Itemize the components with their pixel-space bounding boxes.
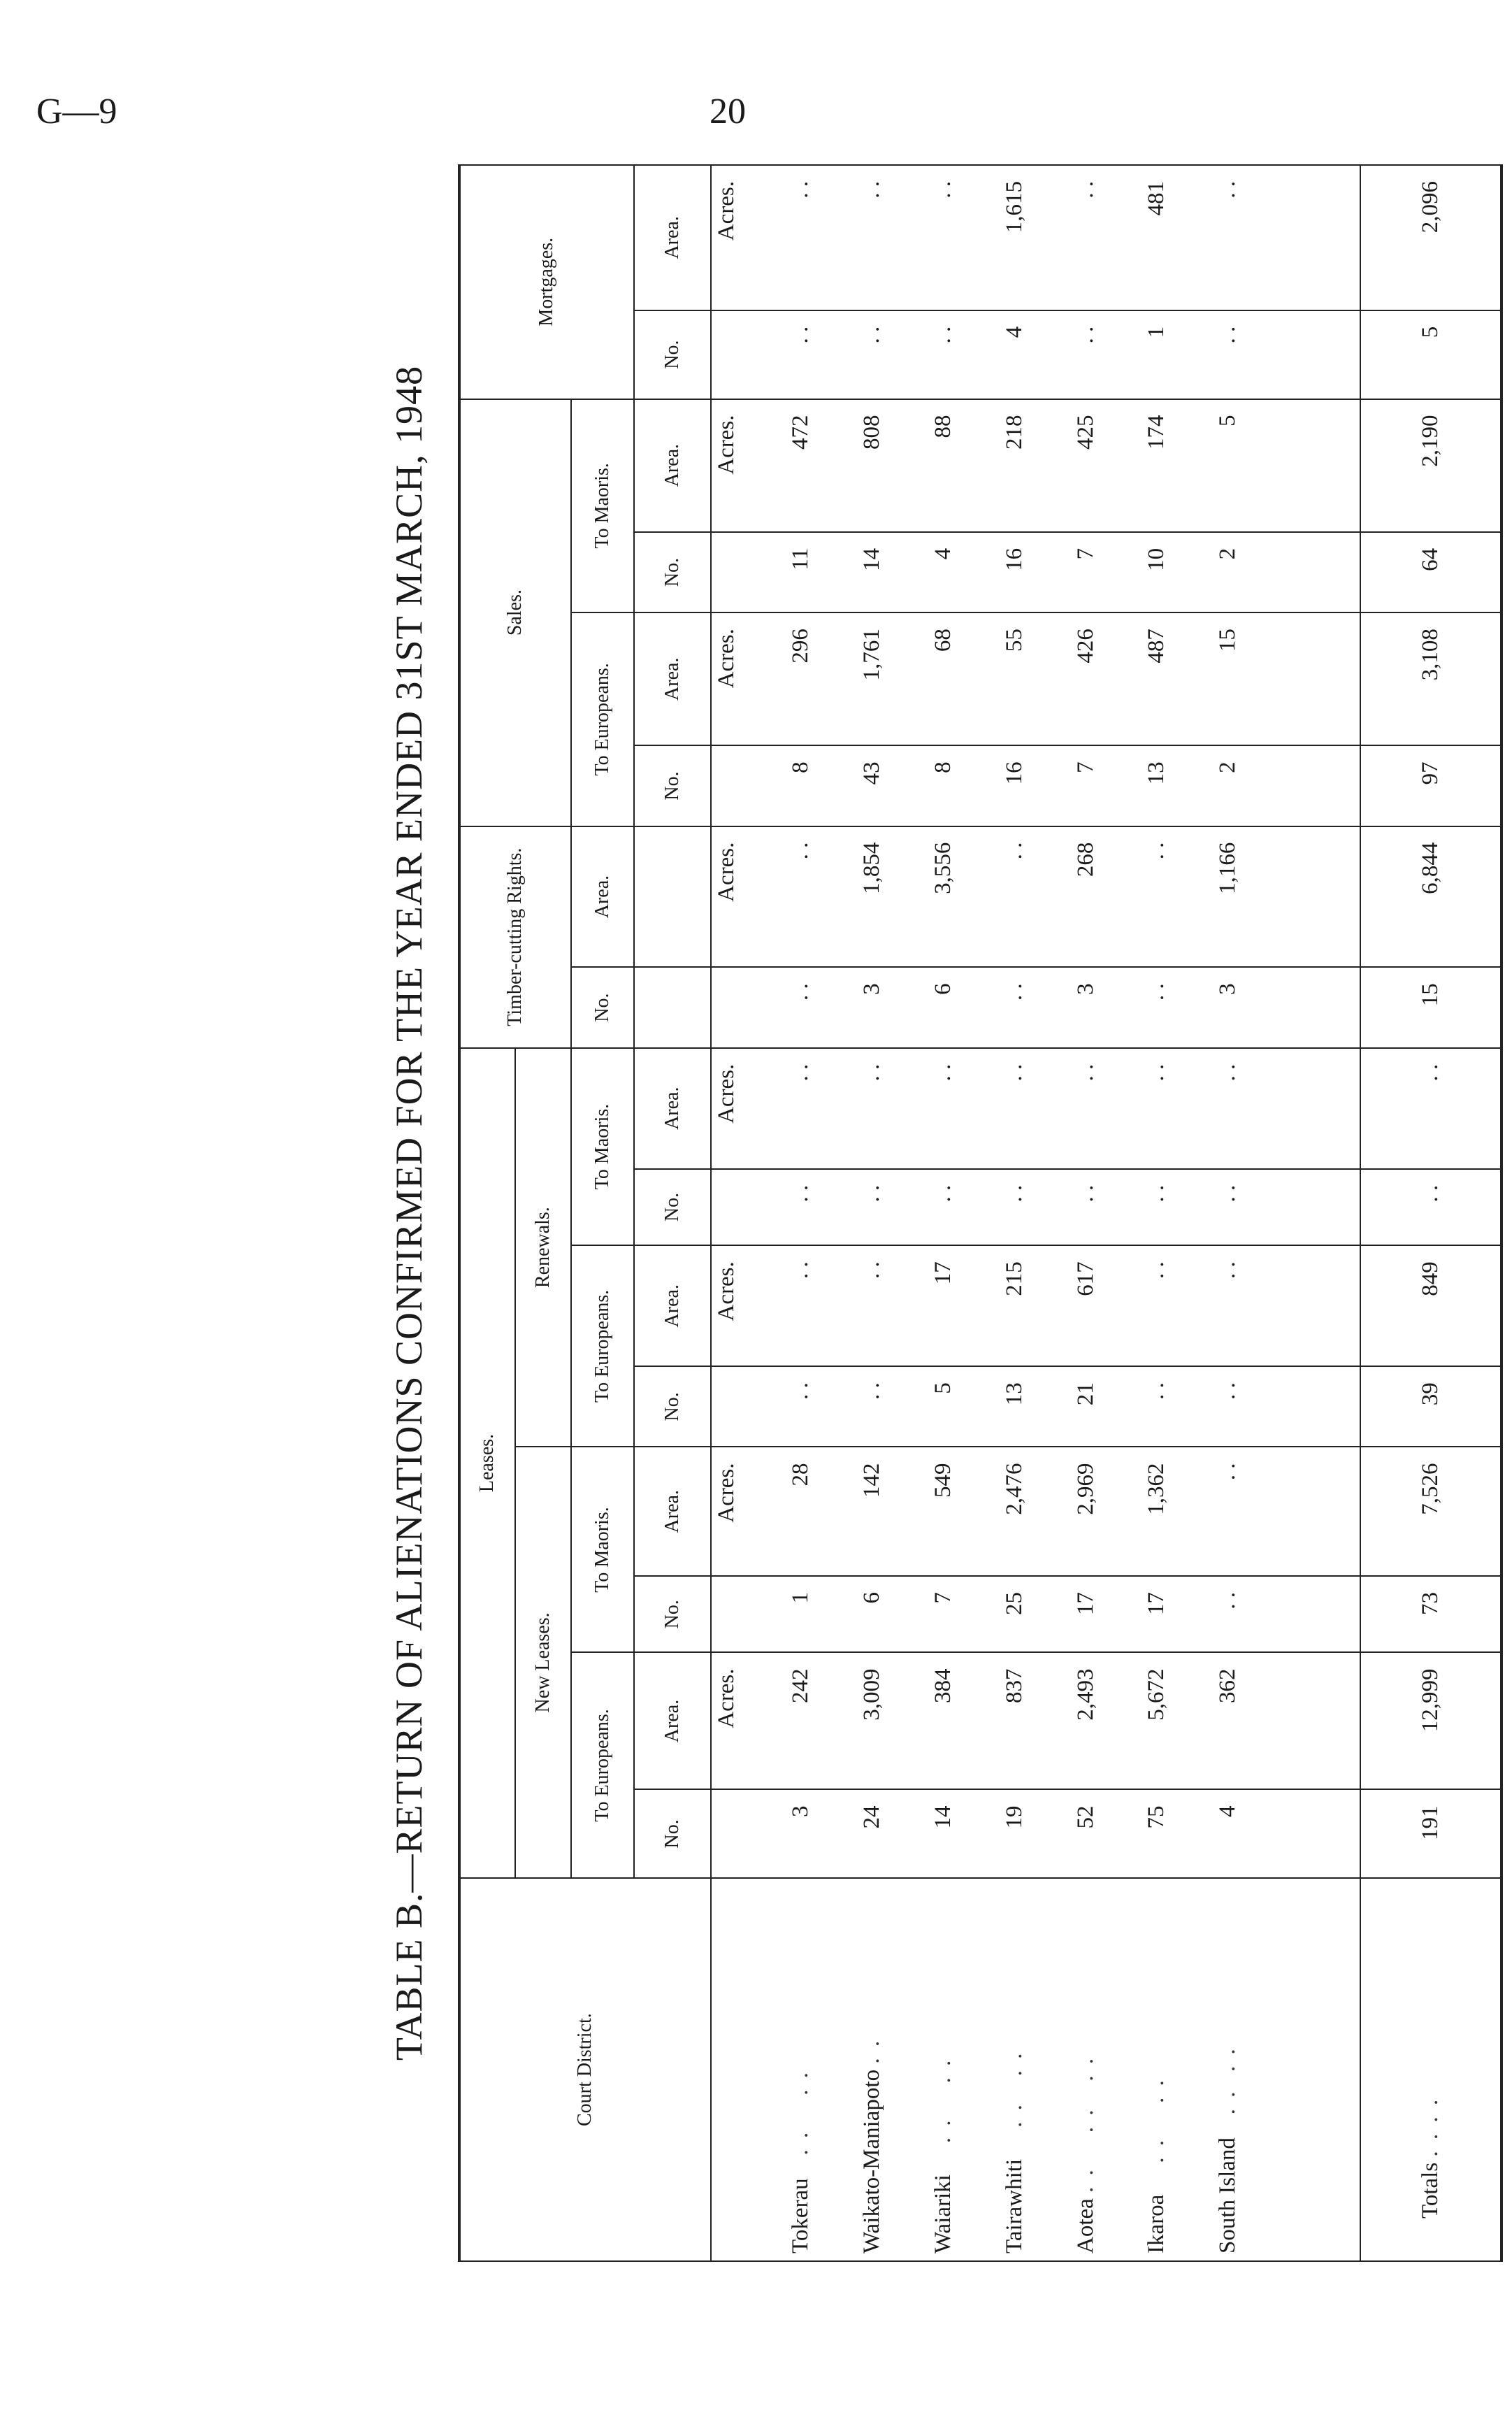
- district-name: Tokerau: [787, 2178, 813, 2253]
- district-name: Waiariki: [930, 2174, 956, 2253]
- header-renewals: Renewals.: [515, 1048, 571, 1447]
- table-cell: . .: [1142, 1169, 1213, 1246]
- table-cell: 3,009: [857, 1653, 928, 1790]
- leader-dots: . . . .: [930, 2057, 956, 2169]
- table-cell: 24: [857, 1790, 928, 1879]
- table-cell: 2,476: [1000, 1447, 1071, 1576]
- district-name: Waikato-Maniapoto: [858, 2069, 884, 2253]
- district-cell: [1000, 1878, 1071, 2261]
- rotated-table-page: [388, 164, 1512, 2262]
- total-cell: 7,526: [1360, 1447, 1502, 1576]
- table-cell: 14: [857, 532, 928, 612]
- table-cell: . .: [857, 1169, 928, 1246]
- header-se-to-europeans: To Europeans.: [571, 612, 634, 826]
- table-cell: . .: [786, 967, 857, 1047]
- table-cell: 3: [1071, 967, 1142, 1047]
- header-area: Area.: [634, 399, 711, 532]
- table-cell: 2: [1213, 532, 1284, 612]
- header-no: No.: [634, 745, 711, 826]
- header-tc-blank: [634, 967, 711, 1047]
- header-sm-to-maoris: To Maoris.: [571, 399, 634, 613]
- series-code: G—9: [36, 92, 117, 131]
- table-cell: . .: [928, 310, 1000, 399]
- table-cell: 1: [786, 1576, 857, 1653]
- total-cell: 39: [1360, 1366, 1502, 1447]
- alienations-table: [458, 164, 1503, 2262]
- table-row: [857, 165, 928, 2261]
- table-row: [786, 165, 857, 2261]
- total-cell: . .: [1360, 1048, 1502, 1169]
- table-cell: 384: [928, 1653, 1000, 1790]
- table-cell: . .: [1000, 826, 1071, 968]
- table-cell: . .: [1071, 165, 1142, 310]
- table-cell: 68: [928, 612, 1000, 745]
- table-cell: 52: [1071, 1790, 1142, 1879]
- header-mortgages: Mortgages.: [459, 165, 634, 399]
- table-row: [1142, 165, 1213, 2261]
- table-cell: 487: [1142, 612, 1213, 745]
- table-cell: 1: [1142, 310, 1213, 399]
- table-cell: 17: [1071, 1576, 1142, 1653]
- table-cell: . .: [1142, 1245, 1213, 1366]
- table-cell: 25: [1000, 1576, 1071, 1653]
- leader-dots: . . . .: [1215, 2046, 1241, 2132]
- table-cell: 3: [857, 967, 928, 1047]
- unit-acres: Acres.: [711, 165, 786, 310]
- total-cell: 97: [1360, 745, 1502, 826]
- total-cell: 6,844: [1360, 826, 1502, 968]
- unit-acres: Acres.: [711, 1048, 786, 1169]
- table-cell: 17: [1142, 1576, 1213, 1653]
- district-cell: [857, 1878, 928, 2261]
- header-no: No.: [634, 310, 711, 399]
- table-cell: 1,615: [1000, 165, 1071, 310]
- table-cell: . .: [1142, 826, 1213, 968]
- district-name: Aotea: [1072, 2198, 1098, 2253]
- table-cell: 13: [1142, 745, 1213, 826]
- table-cell: . .: [786, 310, 857, 399]
- district-cell: [786, 1878, 857, 2261]
- table-cell: 8: [928, 745, 1000, 826]
- unit-acres: Acres.: [711, 612, 786, 745]
- table-cell: . .: [786, 1245, 857, 1366]
- unit-acres: Acres.: [711, 826, 786, 968]
- header-sales: Sales.: [459, 399, 571, 826]
- table-cell: 17: [928, 1245, 1000, 1366]
- total-cell: 73: [1360, 1576, 1502, 1653]
- table-cell: . .: [786, 1048, 857, 1169]
- table-cell: 3: [1213, 967, 1284, 1047]
- table-cell: 21: [1071, 1366, 1142, 1447]
- table-cell: . .: [1000, 967, 1071, 1047]
- table-cell: 362: [1213, 1653, 1284, 1790]
- table-cell: 296: [786, 612, 857, 745]
- total-cell: 3,108: [1360, 612, 1502, 745]
- header-new-leases: New Leases.: [515, 1447, 571, 1879]
- unit-acres: Acres.: [711, 1447, 786, 1576]
- table-cell: . .: [857, 1245, 928, 1366]
- header-tc-blank: [634, 826, 711, 968]
- table-cell: . .: [1000, 1169, 1071, 1246]
- table-cell: 142: [857, 1447, 928, 1576]
- table-cell: 472: [786, 399, 857, 532]
- district-cell: [1213, 1878, 1284, 2261]
- table-cell: . .: [786, 165, 857, 310]
- header-tc-area: Area.: [571, 826, 634, 968]
- total-cell: 64: [1360, 532, 1502, 612]
- header-court-district: Court District.: [459, 1878, 711, 2261]
- totals-section: [1360, 165, 1502, 2261]
- table-cell: 1,362: [1142, 1447, 1213, 1576]
- table-cell: . .: [928, 1169, 1000, 1246]
- header-area: Area.: [634, 612, 711, 745]
- header-no: No.: [634, 1790, 711, 1879]
- header-tc-no: No.: [571, 967, 634, 1047]
- table-cell: 5: [928, 1366, 1000, 1447]
- table-cell: . .: [1213, 1048, 1284, 1169]
- table-cell: . .: [1213, 1169, 1284, 1246]
- header-leases: Leases.: [459, 1048, 515, 1879]
- table-cell: 617: [1071, 1245, 1142, 1366]
- table-cell: 481: [1142, 165, 1213, 310]
- leader-dots: . . . .: [1144, 2077, 1169, 2189]
- table-cell: 5,672: [1142, 1653, 1213, 1790]
- table-cell: . .: [857, 1048, 928, 1169]
- table-cell: . .: [1071, 1048, 1142, 1169]
- table-cell: 1,166: [1213, 826, 1284, 968]
- unit-acres: Acres.: [711, 1245, 786, 1366]
- table-cell: 75: [1142, 1790, 1213, 1879]
- table-cell: 16: [1000, 745, 1071, 826]
- header-no: No.: [634, 1576, 711, 1653]
- table-cell: 218: [1000, 399, 1071, 532]
- table-cell: 88: [928, 399, 1000, 532]
- header-rn-to-europeans: To Europeans.: [571, 1245, 634, 1447]
- table-row: [928, 165, 1000, 2261]
- leader-dots: . . . .: [1418, 2096, 1443, 2157]
- table-cell: 808: [857, 399, 928, 532]
- table-cell: 4: [1000, 310, 1071, 399]
- table-cell: 242: [786, 1653, 857, 1790]
- table-cell: 4: [1213, 1790, 1284, 1879]
- table-cell: . .: [1213, 1366, 1284, 1447]
- table-cell: 2,493: [1071, 1653, 1142, 1790]
- table-cell: 7: [1071, 745, 1142, 826]
- district-name: South Island: [1215, 2137, 1241, 2253]
- table-cell: . .: [1213, 165, 1284, 310]
- leader-dots: . . . .: [1001, 2050, 1027, 2154]
- table-cell: 549: [928, 1447, 1000, 1576]
- table-cell: 7: [1071, 532, 1142, 612]
- total-cell: 5: [1360, 310, 1502, 399]
- table-cell: . .: [786, 1169, 857, 1246]
- total-cell: 12,999: [1360, 1653, 1502, 1790]
- totals-label: Totals: [1418, 2162, 1443, 2219]
- totals-row: [1360, 165, 1502, 2261]
- table-row: [1071, 165, 1142, 2261]
- table-cell: 837: [1000, 1653, 1071, 1790]
- total-cell: 15: [1360, 967, 1502, 1047]
- district-cell: [1142, 1878, 1213, 2261]
- table-cell: . .: [1071, 1169, 1142, 1246]
- header-area: Area.: [634, 1653, 711, 1790]
- total-cell: 2,096: [1360, 165, 1502, 310]
- table-cell: 15: [1213, 612, 1284, 745]
- table-cell: . .: [1142, 1048, 1213, 1169]
- table-cell: 426: [1071, 612, 1142, 745]
- header-no: No.: [634, 532, 711, 612]
- header-timber-cutting: Timber-cutting Rights.: [459, 826, 571, 1048]
- table-cell: . .: [857, 310, 928, 399]
- leader-dots: . . . . . .: [1072, 2055, 1098, 2193]
- table-row: [1213, 165, 1284, 2261]
- table-cell: . .: [857, 165, 928, 310]
- table-cell: . .: [857, 1366, 928, 1447]
- total-cell: . .: [1360, 1169, 1502, 1246]
- table-cell: 3: [786, 1790, 857, 1879]
- table-cell: . .: [1142, 967, 1213, 1047]
- table-cell: . .: [1071, 310, 1142, 399]
- header-rn-to-maoris: To Maoris.: [571, 1048, 634, 1246]
- header-area: Area.: [634, 1245, 711, 1366]
- page-number: 20: [710, 92, 746, 131]
- header-area: Area.: [634, 1447, 711, 1576]
- header-nl-to-maoris: To Maoris.: [571, 1447, 634, 1653]
- table-cell: 5: [1213, 399, 1284, 532]
- table-cell: 6: [928, 967, 1000, 1047]
- header-area: Area.: [634, 1048, 711, 1169]
- table-cell: . .: [928, 165, 1000, 310]
- unit-acres: Acres.: [711, 1653, 786, 1790]
- district-cell: [928, 1878, 1000, 2261]
- table-cell: 1,761: [857, 612, 928, 745]
- table-cell: 43: [857, 745, 928, 826]
- table-cell: 3,556: [928, 826, 1000, 968]
- table-cell: . .: [1213, 1447, 1284, 1576]
- table-cell: . .: [1213, 1245, 1284, 1366]
- table-cell: 2: [1213, 745, 1284, 826]
- total-cell: 2,190: [1360, 399, 1502, 532]
- table-cell: . .: [1142, 1366, 1213, 1447]
- table-cell: 7: [928, 1576, 1000, 1653]
- table-cell: . .: [1000, 1048, 1071, 1169]
- table-cell: 11: [786, 532, 857, 612]
- table-cell: 1,854: [857, 826, 928, 968]
- district-name: Tairawhiti: [1001, 2158, 1027, 2253]
- table-cell: 215: [1000, 1245, 1071, 1366]
- table-cell: . .: [1213, 310, 1284, 399]
- table-cell: 6: [857, 1576, 928, 1653]
- total-cell: 849: [1360, 1245, 1502, 1366]
- table-cell: 4: [928, 532, 1000, 612]
- district-name: Ikaroa: [1144, 2194, 1169, 2253]
- leader-dots: . .: [858, 2037, 884, 2064]
- unit-acres: Acres.: [711, 399, 786, 532]
- table-cell: . .: [786, 826, 857, 968]
- table-cell: 2,969: [1071, 1447, 1142, 1576]
- header-no: No.: [634, 1169, 711, 1246]
- total-cell: 191: [1360, 1790, 1502, 1879]
- table-cell: 16: [1000, 532, 1071, 612]
- table-cell: 55: [1000, 612, 1071, 745]
- leader-dots: . . . .: [787, 2070, 813, 2173]
- district-rows: [786, 165, 1290, 2261]
- header-nl-to-europeans: To Europeans.: [571, 1653, 634, 1879]
- table-cell: 14: [928, 1790, 1000, 1879]
- table-cell: 13: [1000, 1366, 1071, 1447]
- table-cell: 28: [786, 1447, 857, 1576]
- table-cell: . .: [786, 1366, 857, 1447]
- header-area: Area.: [634, 165, 711, 310]
- table-cell: 19: [1000, 1790, 1071, 1879]
- table-cell: . .: [928, 1048, 1000, 1169]
- table-row: [1000, 165, 1071, 2261]
- table-cell: 8: [786, 745, 857, 826]
- table-cell: . .: [1213, 1576, 1284, 1653]
- table-title: TABLE B.—RETURN OF ALIENATIONS CONFIRMED FOR THE YEAR ENDED 31ST MARCH, 1948: [388, 365, 430, 2061]
- table-cell: 10: [1142, 532, 1213, 612]
- header-no: No.: [634, 1366, 711, 1447]
- table-cell: 268: [1071, 826, 1142, 968]
- table-cell: 425: [1071, 399, 1142, 532]
- district-cell: [1071, 1878, 1142, 2261]
- table-cell: 174: [1142, 399, 1213, 532]
